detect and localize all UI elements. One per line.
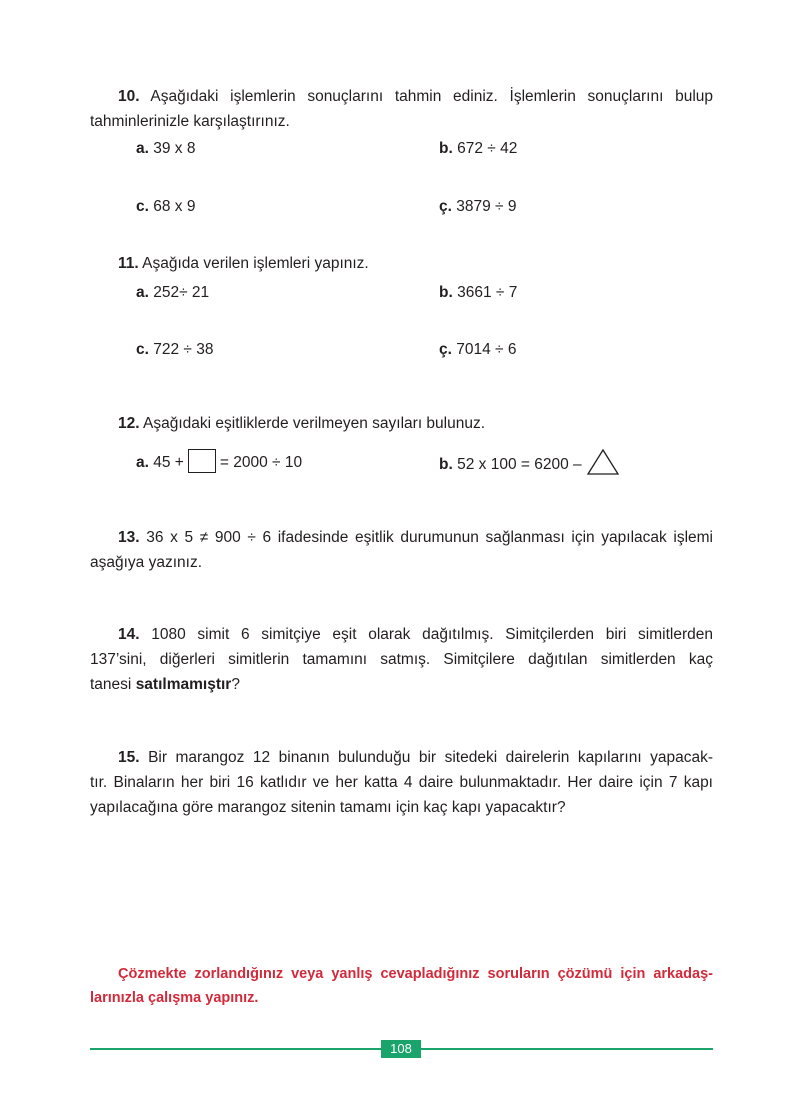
q15-line-2: tır. Binaların her biri 16 katlıdır ve her katta 4 daire bulunmaktadır. Her daire için 7 kapı — [90, 774, 713, 791]
q11-heading: 11. Aşağıda verilen işlemleri yapınız. — [118, 255, 369, 272]
study-note-line-2: larınızla çalışma yapınız. — [90, 990, 259, 1006]
q10-item-c: c. 68 x 9 — [136, 198, 196, 215]
q11-item-a: a. 252÷ 21 — [136, 284, 210, 301]
q13-line-1: 13. 36 x 5 ≠ 900 ÷ 6 ifadesinde eşitlik durumunun sağlanması için yapılacak işlemi — [118, 529, 713, 546]
q10-text: Aşağıdaki işlemlerin sonuçlarını tahmin ediniz. İşlemlerin sonuçlarını bulup — [150, 88, 714, 105]
answer-box — [188, 449, 216, 473]
q12-heading: 12. Aşağıdaki eşitliklerde verilmeyen sayıları bulunuz. — [118, 415, 486, 432]
q15-line-3: yapılacağına göre marangoz sitenin tamamı için kaç kapı yapacaktır? — [90, 799, 566, 816]
q10-item-a: a. 39 x 8 — [136, 140, 196, 157]
q11-item-c: c. 722 ÷ 38 — [136, 341, 214, 358]
q12-item-b: b. 52 x 100 = 6200 – — [439, 451, 620, 479]
q14-line-2: 137’sini, diğerleri simitlerin tamamını satmış. Simitçilere dağıtılan simitlerden kaç — [90, 651, 713, 668]
q14-line-1: 14. 1080 simit 6 simitçiye eşit olarak dağıtılmış. Simitçilerden biri simitlerden — [118, 626, 714, 643]
emphasis-word: satılmamıştır — [135, 676, 232, 693]
q13-line-2: aşağıya yazınız. — [90, 554, 203, 571]
footer-rule-left — [90, 1048, 381, 1050]
q10-line-2: tahminlerinizle karşılaştırınız. — [90, 113, 290, 130]
q10-line-1 — [90, 85, 713, 109]
q10-item-cedilla: ç. 3879 ÷ 9 — [439, 198, 517, 215]
q15-line-1: 15. Bir marangoz 12 binanın bulunduğu bir sitedeki dairelerin kapılarını yapacak- — [118, 749, 714, 766]
q12-item-a: a. 45 + = 2000 ÷ 10 — [136, 451, 302, 475]
q14-line-3: tanesi satılmamıştır? — [90, 676, 240, 693]
q11-item-b: b. 3661 ÷ 7 — [439, 284, 518, 301]
q10-number: 10. — [118, 88, 140, 105]
answer-triangle-icon — [586, 448, 620, 476]
study-note-line-1: Çözmekte zorlandığınız veya yanlış cevapladığınız soruların çözümü için arkadaş- — [118, 966, 713, 982]
page-number: 108 — [381, 1040, 421, 1058]
q10-item-b: b. 672 ÷ 42 — [439, 140, 518, 157]
footer-rule-right — [421, 1048, 713, 1050]
q11-item-cedilla: ç. 7014 ÷ 6 — [439, 341, 517, 358]
